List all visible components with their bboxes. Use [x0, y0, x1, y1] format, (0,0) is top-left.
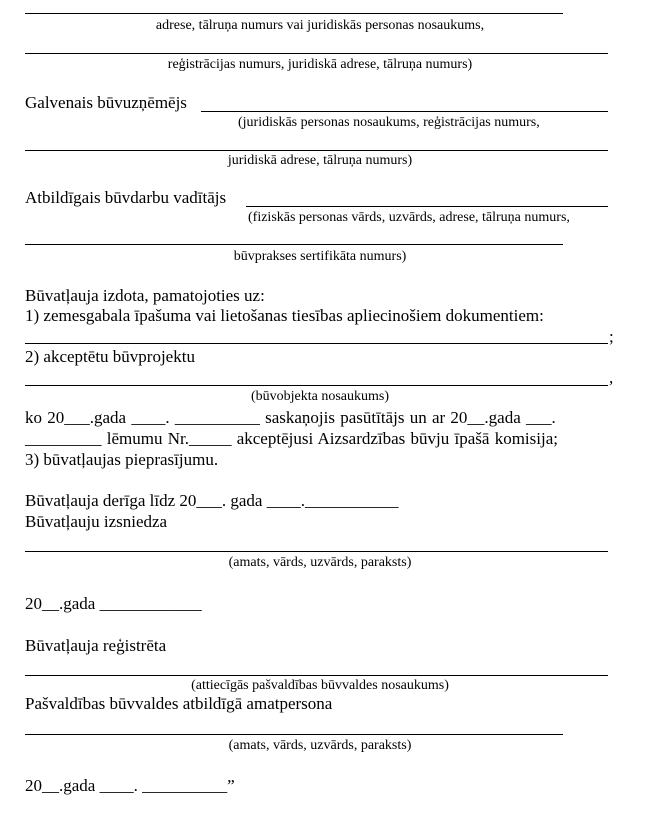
fill-line-main-contractor[interactable]	[201, 111, 608, 112]
caption-official-signature: (amats, vārds, uzvārds, paraksts)	[228, 738, 412, 753]
label-responsible-manager: Atbildīgais būvdarbu vadītājs	[25, 188, 227, 207]
fill-line-issued-by[interactable]	[25, 551, 608, 552]
fill-line-certificate[interactable]	[25, 244, 563, 245]
approval-line-2: _________ lēmumu Nr._____ akceptējusi Aizsardzības būvju īpašā komisija;	[25, 429, 558, 448]
label-official: Pašvaldības būvvaldes atbildīgā amatpersona	[25, 694, 333, 713]
fill-line-registration[interactable]	[25, 53, 608, 54]
issue-date: 20__.gada ____________	[25, 594, 202, 613]
caption-natural-person: (fiziskās personas vārds, uzvārds, adrese, tālruņa numurs,	[248, 210, 570, 225]
caption-address: adrese, tālruņa numurs vai juridiskās personas nosaukums,	[155, 18, 485, 33]
caption-legal-address: juridiskā adrese, tālruņa numurs)	[227, 153, 413, 168]
caption-issuer-signature: (amats, vārds, uzvārds, paraksts)	[228, 555, 412, 570]
item-permit-request: 3) būvatļaujas pieprasījumu.	[25, 450, 219, 469]
fill-line-main-contractor-2[interactable]	[25, 150, 608, 151]
approval-line-1: ko 20___.gada ____. __________ saskaņojis pasūtītājs un ar 20__.gada ___.	[25, 408, 556, 427]
item-approved-project: 2) akceptētu būvprojektu	[25, 347, 195, 366]
valid-until: Būvatļauja derīga līdz 20___. gada ____.___________	[25, 491, 399, 510]
caption-legal-entity: (juridiskās personas nosaukums, reģistrācijas numurs,	[238, 115, 540, 130]
label-registered: Būvatļauja reģistrēta	[25, 636, 167, 655]
fill-line-address[interactable]	[25, 13, 563, 14]
caption-certificate: būvprakses sertifikāta numurs)	[233, 249, 407, 264]
caption-building-object: (būvobjekta nosaukums)	[250, 389, 390, 404]
caption-registration: reģistrācijas numurs, juridiskā adrese, tālruņa numurs)	[167, 57, 473, 72]
fill-line-project[interactable]	[25, 385, 608, 386]
caption-building-authority: (attiecīgās pašvaldības būvvaldes nosaukums)	[191, 678, 449, 693]
label-main-contractor: Galvenais būvuzņēmējs	[25, 93, 187, 112]
item1-end-mark: ;	[609, 327, 614, 346]
fill-line-responsible-manager[interactable]	[246, 206, 608, 207]
registration-date: 20__.gada ____. __________”	[25, 776, 235, 795]
label-issued-by: Būvatļauju izsniedza	[25, 512, 168, 531]
fill-line-building-authority[interactable]	[25, 675, 608, 676]
fill-line-official[interactable]	[25, 734, 563, 735]
item2-end-mark: ,	[609, 368, 614, 387]
item-land-documents: 1) zemesgabala īpašuma vai lietošanas tiesības apliecinošiem dokumentiem:	[25, 306, 544, 325]
label-issued-based-on: Būvatļauja izdota, pamatojoties uz:	[25, 286, 265, 305]
fill-line-land-documents[interactable]	[25, 343, 608, 344]
